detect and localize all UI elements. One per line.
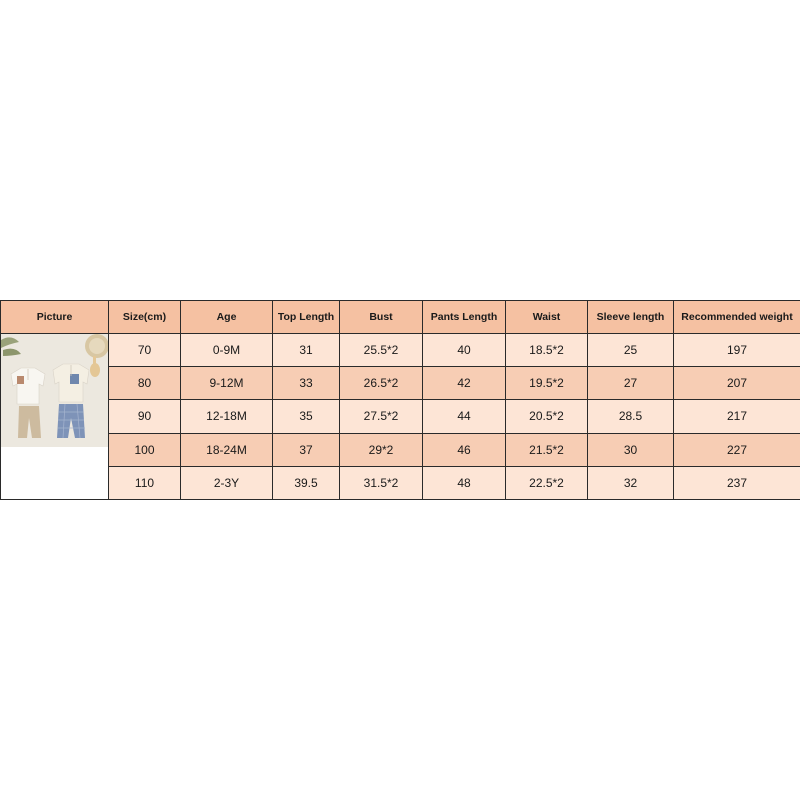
header-pants-length: Pants Length (423, 301, 506, 334)
cell-sleeve-length: 28.5 (588, 400, 674, 433)
cell-pants-length: 42 (423, 367, 506, 400)
cell-weight: 197 (674, 334, 800, 367)
header-picture: Picture (1, 301, 109, 334)
cell-size: 70 (109, 334, 181, 367)
cell-waist: 20.5*2 (506, 400, 588, 433)
cell-waist: 18.5*2 (506, 334, 588, 367)
cell-weight: 207 (674, 367, 800, 400)
table-row (1, 433, 800, 466)
cell-bust: 26.5*2 (340, 367, 423, 400)
table-row (1, 334, 800, 367)
header-row (1, 301, 800, 334)
baby-outfit-product-photo-icon (1, 334, 108, 447)
cell-age: 18-24M (181, 433, 273, 466)
cell-sleeve-length: 30 (588, 433, 674, 466)
cell-size: 100 (109, 433, 181, 466)
cell-top-length: 35 (273, 400, 340, 433)
cell-bust: 31.5*2 (340, 466, 423, 499)
cell-weight: 237 (674, 466, 800, 499)
cell-size: 90 (109, 400, 181, 433)
header-waist: Waist (506, 301, 588, 334)
table-row (1, 466, 800, 499)
header-age: Age (181, 301, 273, 334)
cell-size: 110 (109, 466, 181, 499)
cell-sleeve-length: 27 (588, 367, 674, 400)
table-row (1, 400, 800, 433)
cell-age: 12-18M (181, 400, 273, 433)
cell-age: 0-9M (181, 334, 273, 367)
cell-sleeve-length: 25 (588, 334, 674, 367)
cell-size: 80 (109, 367, 181, 400)
header-recommended-weight: Recommended weight (674, 301, 800, 334)
cell-waist: 21.5*2 (506, 433, 588, 466)
cell-top-length: 39.5 (273, 466, 340, 499)
cell-top-length: 37 (273, 433, 340, 466)
cell-top-length: 31 (273, 334, 340, 367)
cell-bust: 27.5*2 (340, 400, 423, 433)
cell-pants-length: 44 (423, 400, 506, 433)
cell-pants-length: 46 (423, 433, 506, 466)
picture-blank-area (1, 447, 108, 499)
cell-age: 2-3Y (181, 466, 273, 499)
cell-bust: 25.5*2 (340, 334, 423, 367)
cell-weight: 227 (674, 433, 800, 466)
cell-age: 9-12M (181, 367, 273, 400)
cell-sleeve-length: 32 (588, 466, 674, 499)
cell-bust: 29*2 (340, 433, 423, 466)
header-top-length: Top Length (273, 301, 340, 334)
cell-waist: 22.5*2 (506, 466, 588, 499)
header-size: Size(cm) (109, 301, 181, 334)
cell-weight: 217 (674, 400, 800, 433)
size-chart-table (0, 300, 800, 500)
header-sleeve-length: Sleeve length (588, 301, 674, 334)
cell-top-length: 33 (273, 367, 340, 400)
cell-pants-length: 48 (423, 466, 506, 499)
cell-pants-length: 40 (423, 334, 506, 367)
table-row (1, 367, 800, 400)
header-bust: Bust (340, 301, 423, 334)
picture-cell (1, 334, 109, 500)
cell-waist: 19.5*2 (506, 367, 588, 400)
